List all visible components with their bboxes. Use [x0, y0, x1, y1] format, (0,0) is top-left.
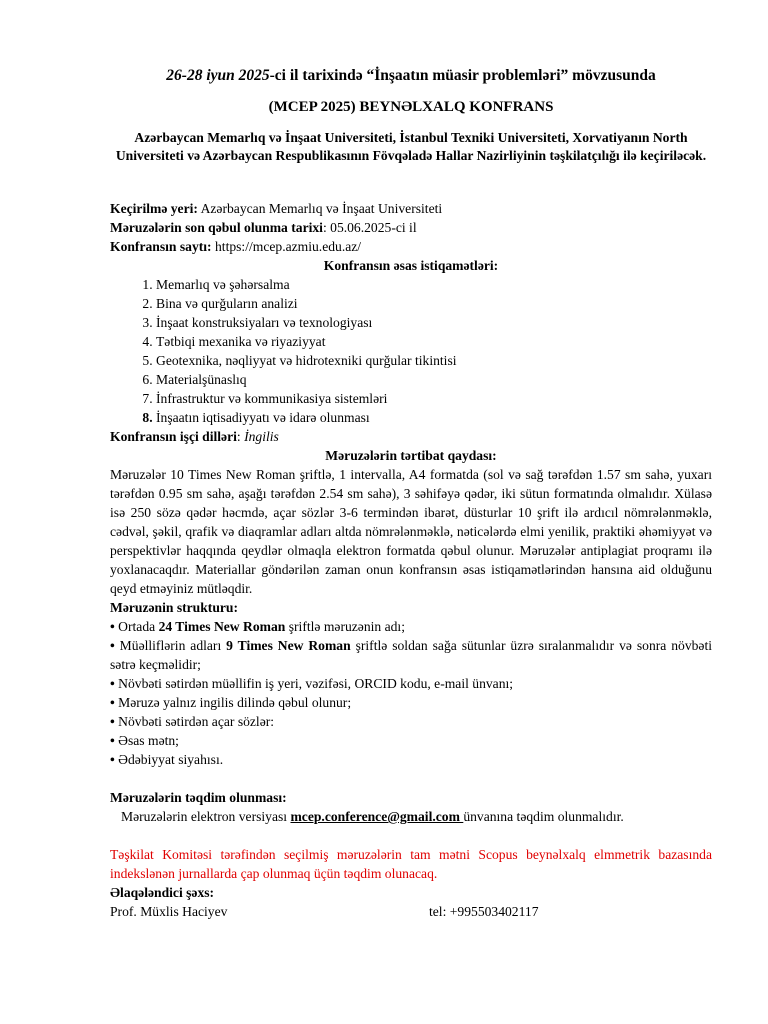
deadline-line: [110, 218, 712, 237]
conference-dates: 26-28 iyun 2025: [166, 67, 270, 84]
website-value[interactable]: https://mcep.azmiu.edu.az/: [211, 239, 362, 254]
structure-item-keywords: [110, 712, 712, 731]
structure-heading: Məruzənin strukturu:: [110, 600, 238, 615]
structure-item-affiliation: [110, 674, 712, 693]
submission-line: [110, 807, 712, 826]
list-item: 5. Geotexnika, nəqliyyat və hidrotexniki qurğular tikintisi: [156, 351, 712, 370]
structure-item-language: [110, 693, 712, 712]
bullet-icon: •: [110, 752, 115, 767]
structure-text: Müəlliflərin adları: [114, 638, 227, 653]
structure-text: şriftlə məruzənin adı;: [285, 619, 405, 634]
directions-list: [110, 275, 712, 427]
bullet-icon: •: [110, 695, 115, 710]
bullet-icon: •: [110, 714, 115, 729]
bullet-icon: •: [110, 733, 115, 748]
venue-line: [110, 199, 712, 218]
spacer: [110, 826, 712, 845]
directions-heading: Konfransın əsas istiqamətləri:: [323, 258, 499, 273]
languages-value: İngilis: [244, 429, 279, 444]
conference-date-line: [0, 67, 768, 85]
languages-label: Konfransın işçi dilləri: [110, 429, 237, 444]
website-line: [110, 237, 712, 256]
submission-text: Məruzələrin elektron versiyası: [121, 809, 291, 824]
formatting-text: Məruzələr 10 Times New Roman şriftlə, 1 intervalla, A4 formatda (sol və sağ tərəfdən 1.57 sm sahə, yuxarı tərəfdən 0.95 sm sahə, aşağı tərəfdən 2.54 sm sahə), 3 səhifəyə qədər, iki sütun formatında olmalıdır. Xülasə isə 250 sözə qədər həcmdə, açar sözlər 3-6 termindən ibarət, düsturlar 10 şrift ilə ardıcıl nömrələnməklə, cədvəl, şəkil, qrafik və diaqramlar adları altda nömrələnməklə, nəticələrdə elmi yenilik, praktiki əhəmiyyət və perspektivlər haqqında qeydlər olmaqla elektron formatda qəbul olunur. Məruzələr antiplagiat proqramı ilə yoxlanacaqdır. Materiallar göndərilən zaman onun konfransın əsas istiqamətlərindən hansına aid olduğunu qeyd etməyiniz mütləqdir.: [110, 467, 712, 596]
contact-phone: tel: +995503402117: [429, 904, 539, 919]
list-item: 4. Tətbiqi mexanika və riyaziyyat: [156, 332, 712, 351]
submission-heading: Məruzələrin təqdim olunması:: [110, 790, 287, 805]
structure-item-authors: [110, 636, 712, 674]
languages-colon: :: [236, 429, 245, 444]
contact-row: [110, 902, 712, 921]
list-item: 2. Bina və qurğuların analizi: [156, 294, 712, 313]
structure-text: Ədəbiyyat siyahısı.: [114, 752, 224, 767]
formatting-heading: Məruzələrin tərtibat qaydası:: [325, 448, 497, 463]
organizers-paragraph: Azərbaycan Memarlıq və İnşaat Universiteti, İstanbul Texniki Universiteti, Xorvatiyanın North Universiteti və Azərbaycan Respublikasının Fövqəladə Hallar Nazirliyinin təşkilatçılığı ilə keçiriləcək.: [115, 130, 707, 163]
structure-text: Növbəti sətirdən müəllifin iş yeri, vəzifəsi, ORCID kodu, e-mail ünvanı;: [114, 676, 514, 691]
structure-text: Növbəti sətirdən açar sözlər:: [114, 714, 275, 729]
document-body: [110, 199, 712, 921]
contact-name: Prof. Müxlis Haciyev: [110, 904, 228, 919]
submission-text: ünvanına təqdim olunmalıdır.: [463, 809, 624, 824]
scopus-notice: Təşkilat Komitəsi tərəfindən seçilmiş məruzələrin tam mətni Scopus beynəlxalq elmmetrik bazasında indekslənən jurnallarda çap olunmaq üçün təqdim olunacaq.: [110, 847, 712, 881]
bullet-icon: •: [110, 619, 115, 634]
bullet-icon: •: [110, 676, 115, 691]
structure-item-title: [110, 617, 712, 636]
venue-value: Azərbaycan Memarlıq və İnşaat Universiteti: [197, 201, 443, 216]
deadline-label: Məruzələrin son qəbul olunma tarixi: [110, 220, 323, 235]
list-item: 3. İnşaat konstruksiyaları və texnologiyası: [156, 313, 712, 332]
structure-emphasis: 9 Times New Roman: [226, 638, 351, 653]
list-item: 8. İnşaatın iqtisadiyyatı və idarə olunması: [156, 408, 712, 427]
conference-topic: -ci il tarixində “İnşaatın müasir problemləri” mövzusunda: [269, 67, 656, 84]
structure-text: şriftlə soldan sağa sütunlar üzrə sıralanmalıdır və sonra növbəti sətrə keçməlidir;: [110, 638, 713, 672]
submission-email-link[interactable]: mcep.conference@gmail.com: [290, 809, 464, 824]
list-item: 7. İnfrastruktur və kommunikasiya sistemləri: [156, 389, 712, 408]
conference-title: (MCEP 2025) BEYNƏLXALQ KONFRANS: [268, 99, 554, 115]
structure-emphasis: 24 Times New Roman: [158, 619, 286, 634]
structure-item-references: [110, 750, 712, 769]
structure-text: Əsas mətn;: [114, 733, 179, 748]
languages-line: [110, 427, 712, 446]
spacer: [110, 769, 712, 788]
list-item: 6. Materialşünaslıq: [156, 370, 712, 389]
structure-text: Məruzə yalnız ingilis dilində qəbul olunur;: [114, 695, 352, 710]
structure-item-main-text: [110, 731, 712, 750]
deadline-value: : 05.06.2025-ci il: [322, 220, 417, 235]
bullet-icon: •: [110, 638, 115, 653]
contact-heading: Əlaqələndici şəxs:: [110, 885, 215, 900]
website-label: Konfransın saytı:: [110, 239, 212, 254]
list-item: 1. Memarlıq və şəhərsalma: [156, 275, 712, 294]
venue-label: Keçirilmə yeri:: [110, 201, 198, 216]
structure-text: Ortada: [114, 619, 159, 634]
